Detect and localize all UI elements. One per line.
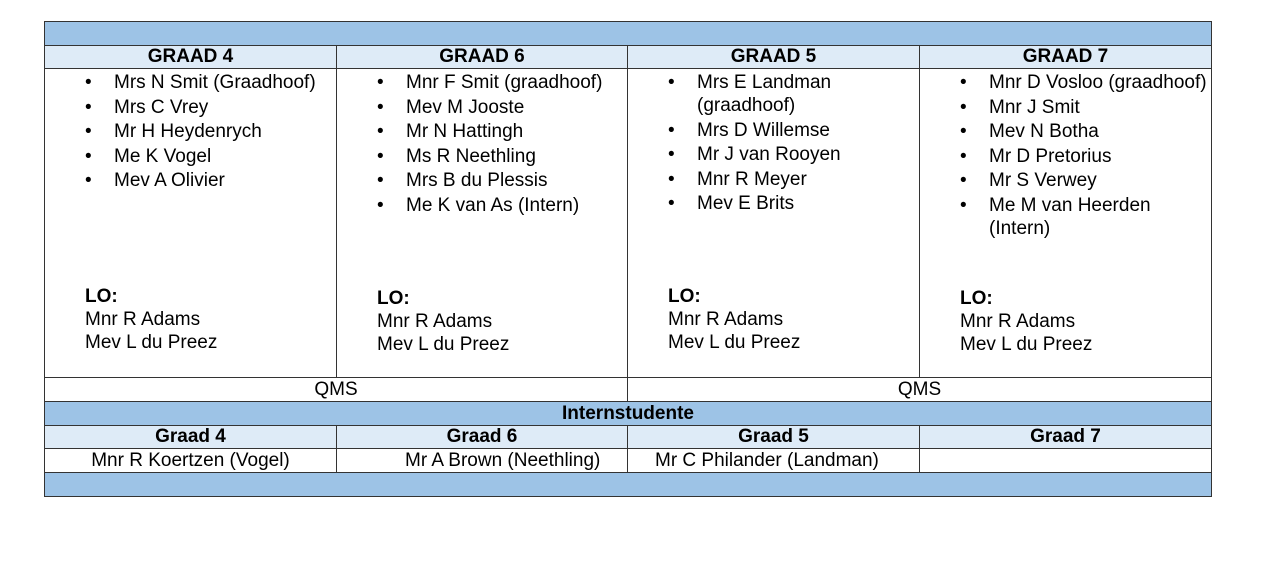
intern-grade-7-student [920,449,1212,473]
lo-teacher: Mev L du Preez [85,332,218,353]
intern-grade-5-heading: Graad 5 [628,426,920,449]
grade-6-teacher-list [337,71,627,218]
grade-7-teacher-list [920,71,1211,241]
grade-4-heading: GRAAD 4 [45,46,337,69]
bullet-icon: • [85,170,92,191]
bullet-icon: • [960,72,967,93]
grade-5-cell [628,69,920,378]
teacher-item: • Ms R Neethling [377,145,536,167]
lo-teacher: Mnr R Adams [960,311,1076,332]
lo-teacher: Mev L du Preez [377,334,510,355]
staff-allocation-table [44,21,1212,497]
intern-grade-4-heading: Graad 4 [45,426,337,449]
bullet-icon: • [85,121,92,142]
intern-grade-6-student: Mr A Brown (Neethling) [337,449,628,473]
qms-right: QMS [628,378,1212,402]
grade-6-cell [337,69,628,378]
lo-teacher: Mnr R Adams [85,309,201,330]
lo-label: LO: [668,286,701,307]
teacher-item: • Mev E Brits [668,193,795,214]
grade-4-teacher-list [45,71,336,194]
bullet-icon: • [668,72,675,93]
teacher-item: • Mnr J Smit [960,96,1080,118]
grade-4-cell [45,69,337,378]
teacher-item: • Mnr F Smit (graadhoof) [377,72,603,93]
lo-teacher: Mnr R Adams [668,309,784,330]
grade-6-heading: GRAAD 6 [337,46,628,69]
teacher-item: • Me K Vogel [85,145,212,167]
teacher-item: • Mr J van Rooyen [668,144,841,165]
bullet-icon: • [960,96,967,118]
intern-grade-5-student: Mr C Philander (Landman) [628,449,920,473]
grade-5-lo-block [668,285,800,354]
bullet-icon: • [377,145,384,167]
lo-teacher: Mev L du Preez [668,332,801,353]
grade-7-cell [920,69,1212,378]
bullet-icon: • [668,144,675,165]
intern-section-title: Internstudente [45,402,1212,426]
teacher-item: • Mr D Pretorius [960,145,1112,167]
teacher-item: • Mrs D Willemse [668,119,830,141]
teacher-item: • Mrs E Landman (graadhoof) [668,72,832,116]
teacher-item: • Mr S Verwey [960,170,1097,191]
top-band-row [45,22,1212,46]
intern-students-row [45,449,1212,473]
teacher-item: • Mrs B du Plessis [377,170,548,191]
bullet-icon: • [377,96,384,118]
intern-grade-6-heading: Graad 6 [337,426,628,449]
teacher-item: • Mnr R Meyer [668,168,807,190]
intern-grade-7-heading: Graad 7 [920,426,1212,449]
bullet-icon: • [377,72,384,93]
teacher-item: • Mev N Botha [960,121,1099,142]
teacher-item: • Mev M Jooste [377,96,525,118]
grade-4-lo-block [85,285,217,354]
teacher-item: • Mr H Heydenrych [85,121,262,142]
bullet-icon: • [668,193,675,214]
grade-header-row [45,46,1212,69]
teacher-item: • Mev A Olivier [85,170,225,191]
lo-teacher: Mev L du Preez [960,334,1093,355]
grade-5-heading: GRAAD 5 [628,46,920,69]
bullet-icon: • [85,72,92,93]
intern-title-row [45,402,1212,426]
lo-label: LO: [85,286,118,307]
lo-label: LO: [377,288,410,309]
bullet-icon: • [668,168,675,190]
intern-header-row [45,426,1212,449]
teacher-item: • Me M van Heerden (Intern) [960,194,1151,239]
bullet-icon: • [960,170,967,191]
bullet-icon: • [85,145,92,167]
grade-7-lo-block [960,287,1092,356]
top-band [45,22,1212,46]
bullet-icon: • [668,119,675,141]
teacher-item: • Mrs C Vrey [85,96,209,118]
bullet-icon: • [377,170,384,191]
teacher-item: • Mrs N Smit (Graadhoof) [85,72,316,93]
intern-grade-4-student: Mnr R Koertzen (Vogel) [45,449,337,473]
bullet-icon: • [960,145,967,167]
bullet-icon: • [377,194,384,216]
bullet-icon: • [960,194,967,216]
bullet-icon: • [85,96,92,118]
qms-row [45,378,1212,402]
bullet-icon: • [377,121,384,142]
lo-teacher: Mnr R Adams [377,311,493,332]
teacher-item: • Mnr D Vosloo (graadhoof) [960,72,1207,93]
grade-5-teacher-list [628,71,919,217]
qms-left: QMS [45,378,628,402]
grade-7-heading: GRAAD 7 [920,46,1212,69]
bullet-icon: • [960,121,967,142]
lo-label: LO: [960,288,993,309]
bottom-band [45,473,1212,497]
bottom-band-row [45,473,1212,497]
teacher-item: • Mr N Hattingh [377,121,524,142]
teacher-item: • Me K van As (Intern) [377,194,580,216]
teachers-row [45,69,1212,378]
grade-6-lo-block [377,287,509,356]
